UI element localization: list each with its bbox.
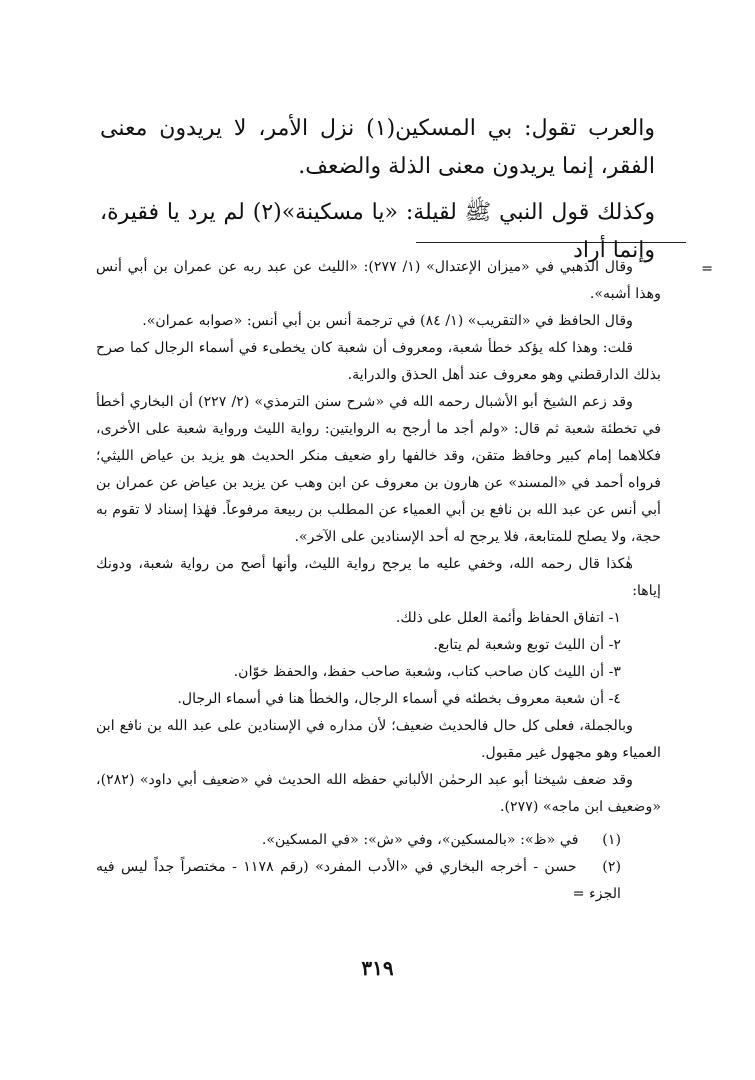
footnote-number: (٢) [602, 859, 622, 875]
list-item: ٢- أن الليث توبع وشعبة لم يتابع. [433, 637, 621, 653]
main-paragraph-2: وكذلك قول النبي ﷺ لقيلة: «يا مسكينة»(٢) لم يرد يا فقيرة، وإنما أراد [100, 200, 655, 263]
footnote-line: وبالجملة، فعلى كل حال فالحديث ضعيف؛ لأن مداره في الإسنادين على عبد الله بن نافع ابن العمياء وهو مجهول غير مقبول. [96, 718, 661, 761]
footnote-text: في «ظ»: «بالمسكين»، وفي «ش»: «في المسكين». [261, 832, 579, 848]
footnote-line: هٰكذا قال رحمه الله، وخفي عليه ما يرجح رواية الليث، وأنها أصح من رواية شعبة، ودونك إياها: [96, 556, 661, 599]
list-item: ٤- أن شعبة معروف بخطئه في أسماء الرجال، والخطأ هنا في أسماء الرجال. [177, 691, 621, 707]
main-text-block [100, 110, 655, 270]
footnote-number: (١) [602, 832, 621, 848]
footnote-note [96, 827, 621, 854]
footnotes-block [96, 254, 713, 908]
footnote-line: وقد ضعف شيخنا أبو عبد الرحمٰن الألباني حفظه الله الحديث في «ضعيف أبي داود» (٢٨٢)، «وضعيف ابن ماجه» (٢٧٧). [96, 772, 661, 815]
footnote-divider [416, 242, 686, 243]
list-item: ٣- أن الليث كان صاحب كتاب، وشعبة صاحب حفظ، والحفظ خوّان. [233, 664, 621, 680]
footnote-note [96, 854, 621, 908]
footnote-text: حسن - أخرجه البخاري في «الأدب المفرد» (رقم ١١٧٨ - مختصراً جداً ليس فيه الجزء = [96, 859, 621, 902]
main-paragraph-1: والعرب تقول: بي المسكين(١) نزل الأمر، لا يريدون معنى الفقر، إنما يريدون معنى الذلة والضعف. [100, 116, 655, 179]
continuation-mark: = [701, 261, 713, 277]
list-item: ١- اتفاق الحفاظ وأئمة العلل على ذلك. [395, 610, 621, 626]
footnote-line: وقد زعم الشيخ أبو الأشبال رحمه الله في «شرح سنن الترمذي» (٢/ ٢٢٧) أن البخاري أخطأ في تخطئة شعبة ثم قال: «ولم أجد ما أرجح به الروايتين: رواية الليث ورواية شعبة على الأخرى، فكلاهما إمام كبير وحافظ متقن، وقد خالفها راو ضعيف منكر الحديث هو يزيد بن عياض الليثي؛ فرواه أحمد في «المسند» عن هارون بن معروف عن ابن وهب عن يزيد بن عياض عن عمران بن أبي أنس عن عبد الله بن نافع بن أبي العمياء عن المطلب بن ربيعة مرفوعاً. فهٰذا إسناد لا تقوم به حجة، ولا يصلح للمتابعة، فلا يرجح له أحد الإسنادين على الآخر». [96, 394, 661, 545]
page-number: ٣١٩ [361, 956, 394, 980]
footnote-line: وقال الحافظ في «التقريب» (١/ ٨٤) في ترجمة أنس بن أبي أنس: «صوابه عمران». [142, 313, 633, 329]
footnote-notes [96, 827, 661, 908]
footnote-line: قلت: وهذا كله يؤكد خطأ شعبة، ومعروف أن شعبة كان يخطىء في أسماء الرجال كما صرح بذلك الدارقطني وهو معروف عند أهل الحذق والدراية. [96, 340, 661, 383]
footnote-line: وقال الذهبي في «ميزان الإعتدال» (١/ ٢٧٧): «الليث عن عبد ربه عن عمران بن أبي أنس وهذا أشبه». [96, 259, 661, 302]
